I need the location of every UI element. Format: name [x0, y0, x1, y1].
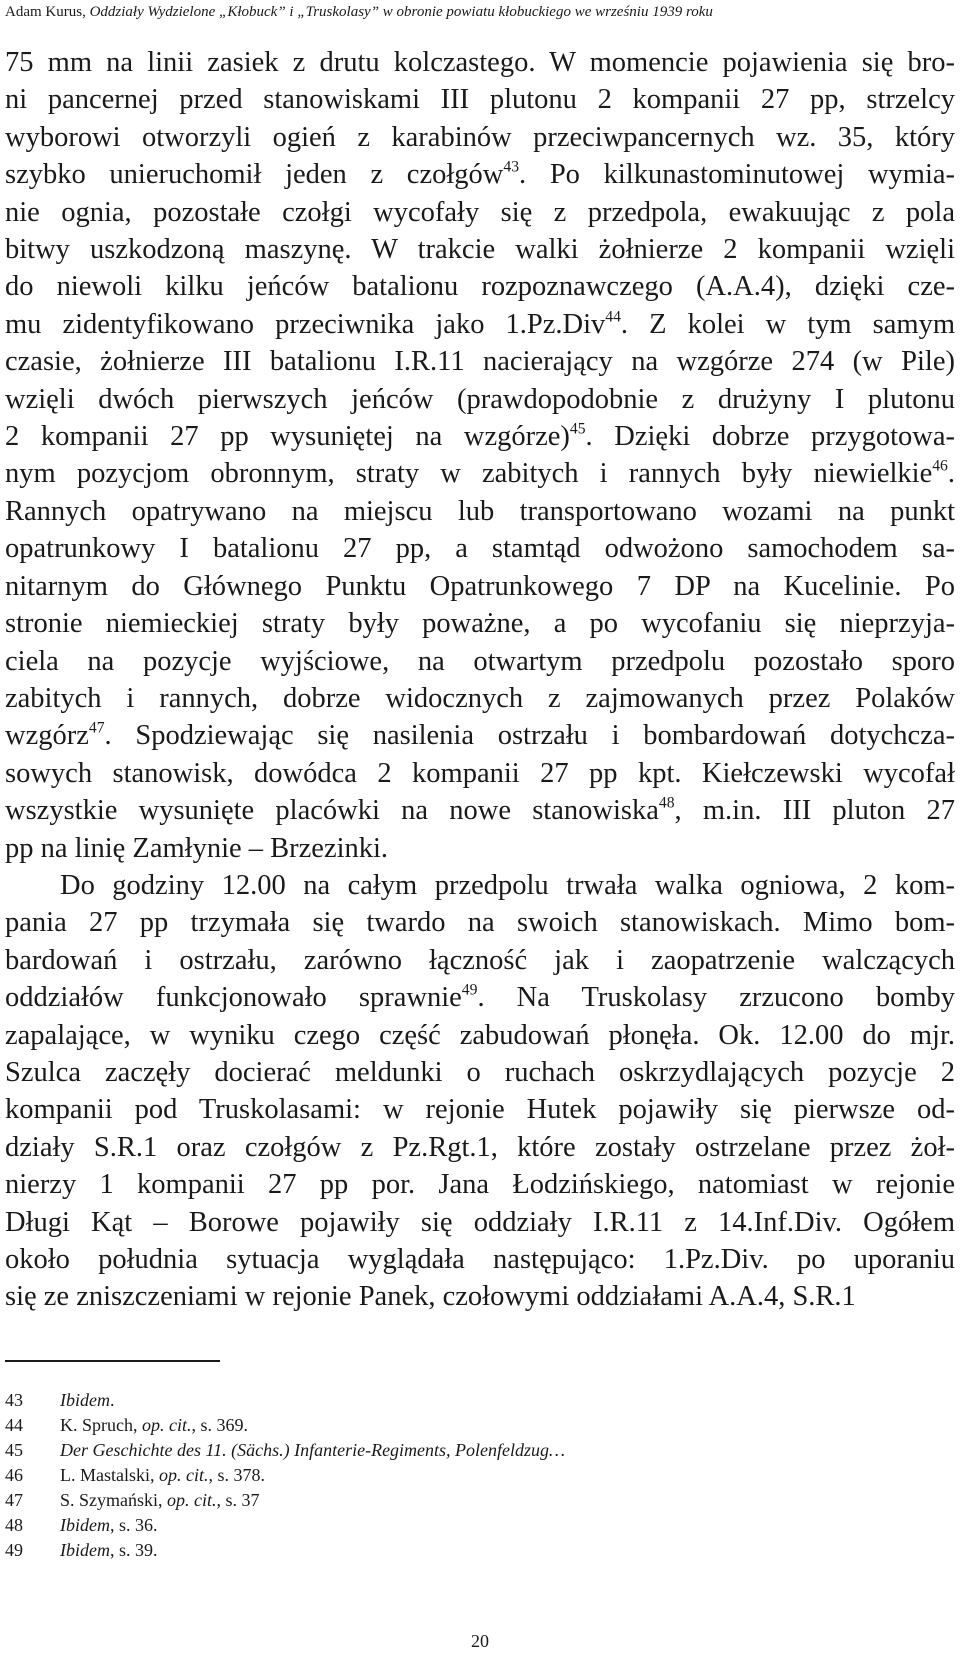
footnote-item [5, 1388, 955, 1413]
body-line: czasie, żołnierze III batalionu I.R.11 nacierający na wzgórze 274 (w Pile) [5, 346, 955, 378]
footnote-text: Ibidem. [60, 1390, 115, 1410]
footnote-reference[interactable]: 47 [88, 719, 105, 737]
body-line: wyborowi otworzyli ogień z karabinów przeciwpancernych wz. 35, który [5, 121, 955, 153]
footnote-text: Der Geschichte des 11. (Sächs.) Infanterie-Regiments, Polenfeldzug… [60, 1440, 566, 1460]
body-line: szybko unieruchomił jeden z czołgów$^{43}$. Po kilkunastominutowej wymia- [5, 158, 955, 191]
footnote-number: 48 [5, 1515, 23, 1535]
body-line: zapalające, w wyniku czego część zabudowań płonęła. Ok. 12.00 do mjr. [5, 1019, 955, 1051]
body-line: ciela na pozycje wyjściowe, na otwartym przedpolu pozostało sporo [5, 645, 955, 677]
footnote-number: 49 [5, 1540, 23, 1560]
footnote-text: Ibidem, s. 39. [60, 1540, 158, 1560]
footnote-number: 45 [5, 1440, 23, 1460]
footnote-text: L. Mastalski, op. cit., s. 378. [60, 1465, 266, 1485]
footnote-text: Ibidem, s. 36. [60, 1515, 158, 1535]
footnote-reference[interactable]: 48 [658, 794, 675, 812]
body-line: wzgórz$^{47}$. Spodziewając się nasilenia ostrzału i bombardowań dotychcza- [5, 719, 955, 752]
body-line: nierzy 1 kompanii 27 pp por. Jana Łodzińskiego, natomiast w rejonie [5, 1169, 955, 1201]
footnote-item [5, 1513, 955, 1538]
footnote-item [5, 1538, 955, 1563]
body-line: Długi Kąt – Borowe pojawiły się oddziały I.R.11 z 14.Inf.Div. Ogółem [5, 1206, 955, 1238]
body-line: bardowań i ostrzału, zarówno łączność jak i zaopatrzenie walczących [5, 944, 955, 976]
body-line: nitarnym do Głównego Punktu Opatrunkowego 7 DP na Kucelinie. Po [5, 570, 955, 602]
body-line: do niewoli kilku jeńców batalionu rozpoznawczego (A.A.4), dzięki cze- [5, 271, 955, 303]
footnote-reference[interactable]: 44 [605, 308, 621, 326]
running-header [5, 3, 955, 21]
body-line: około południa sytuacja wyglądała następująco: 1.Pz.Div. po uporaniu [5, 1244, 955, 1275]
footnote-reference[interactable]: 43 [503, 158, 520, 176]
footnote-text: S. Szymański, op. cit., s. 37 [60, 1490, 260, 1510]
footnote-reference[interactable]: 46 [932, 457, 948, 475]
body-line: pania 27 pp trzymała się twardo na swoich stanowiskach. Mimo bom- [5, 907, 955, 939]
header-author: Adam Kurus, [5, 4, 90, 20]
footnote-item [5, 1438, 955, 1463]
body-line: 2 kompanii 27 pp wysuniętej na wzgórze)$^{45}$. Dzięki dobrze przygotowa- [5, 420, 955, 453]
body-text [5, 44, 955, 1316]
body-line: mu zidentyfikowano przeciwnika jako 1.Pz.Div$^{44}$. Z kolei w tym samym [5, 308, 955, 340]
body-line: wzięli dwóch pierwszych jeńców (prawdopodobnie z drużyny I plutonu [5, 383, 955, 415]
body-line: sowych stanowisk, dowódca 2 kompanii 27 pp kpt. Kiełczewski wycofał [5, 757, 955, 789]
body-line: 75 mm na linii zasiek z drutu kolczastego. W momencie pojawienia się bro- [5, 47, 955, 78]
footnote-reference[interactable]: 49 [461, 981, 478, 999]
body-line: nie ognia, pozostałe czołgi wycofały się z przedpola, ewakuując z pola [5, 196, 955, 228]
body-line: pp na linię Zamłynie – Brzezinki. [5, 832, 389, 864]
footnote-number: 43 [5, 1390, 23, 1410]
body-line: ni pancernej przed stanowiskami III plutonu 2 kompanii 27 pp, strzelcy [5, 84, 955, 116]
footnote-number: 44 [5, 1415, 23, 1435]
footnote-text: K. Spruch, op. cit., s. 369. [60, 1415, 249, 1435]
footnote-item [5, 1413, 955, 1438]
footnote-item [5, 1463, 955, 1488]
body-line: zabitych i rannych, dobrze widocznych z zajmowanych przez Polaków [5, 682, 955, 714]
body-line: oddziałów funkcjonowało sprawnie$^{49}$. Na Truskolasy zrzucono bomby [5, 981, 955, 1014]
body-line: działy S.R.1 oraz czołgów z Pz.Rgt.1, które zostały ostrzelane przez żoł- [5, 1131, 955, 1163]
footnote-number: 47 [5, 1490, 23, 1510]
body-line: Szulca zaczęły docierać meldunki o ruchach oskrzydlających pozycje 2 [5, 1056, 955, 1088]
footnote-reference[interactable]: 45 [569, 420, 586, 438]
body-line: wszystkie wysunięte placówki na nowe stanowiska$^{48}$, m.in. III pluton 27 [5, 794, 955, 827]
footnote-item [5, 1488, 955, 1513]
header-title: Oddziały Wydzielone „Kłobuck” i „Truskolasy” w obronie powiatu kłobuckiego we wrześniu 1939 roku [89, 4, 713, 20]
body-line: Do godziny 12.00 na całym przedpolu trwała walka ogniowa, 2 kom- [60, 869, 955, 901]
footnotes [5, 1388, 955, 1563]
body-line: stronie niemieckiej straty były poważne, a po wycofaniu się nieprzyja- [5, 608, 955, 640]
body-line: nym pozycjom obronnym, straty w zabitych i rannych były niewielkie$^{46}$. [5, 457, 955, 490]
body-line: kompanii pod Truskolasami: w rejonie Hutek pojawiły się pierwsze od- [5, 1094, 955, 1126]
body-line: opatrunkowy I batalionu 27 pp, a stamtąd odwożono samochodem sa- [5, 533, 955, 565]
body-line: się ze zniszczeniami w rejonie Panek, czołowymi oddziałami A.A.4, S.R.1 [5, 1281, 856, 1313]
footnote-number: 46 [5, 1465, 23, 1485]
footnote-separator [5, 1360, 220, 1362]
page-number: 20 [471, 1631, 489, 1651]
body-line: bitwy uszkodzoną maszynę. W trakcie walki żołnierze 2 kompanii wzięli [5, 234, 955, 266]
body-line: Rannych opatrywano na miejscu lub transportowano wozami na punkt [5, 495, 955, 527]
